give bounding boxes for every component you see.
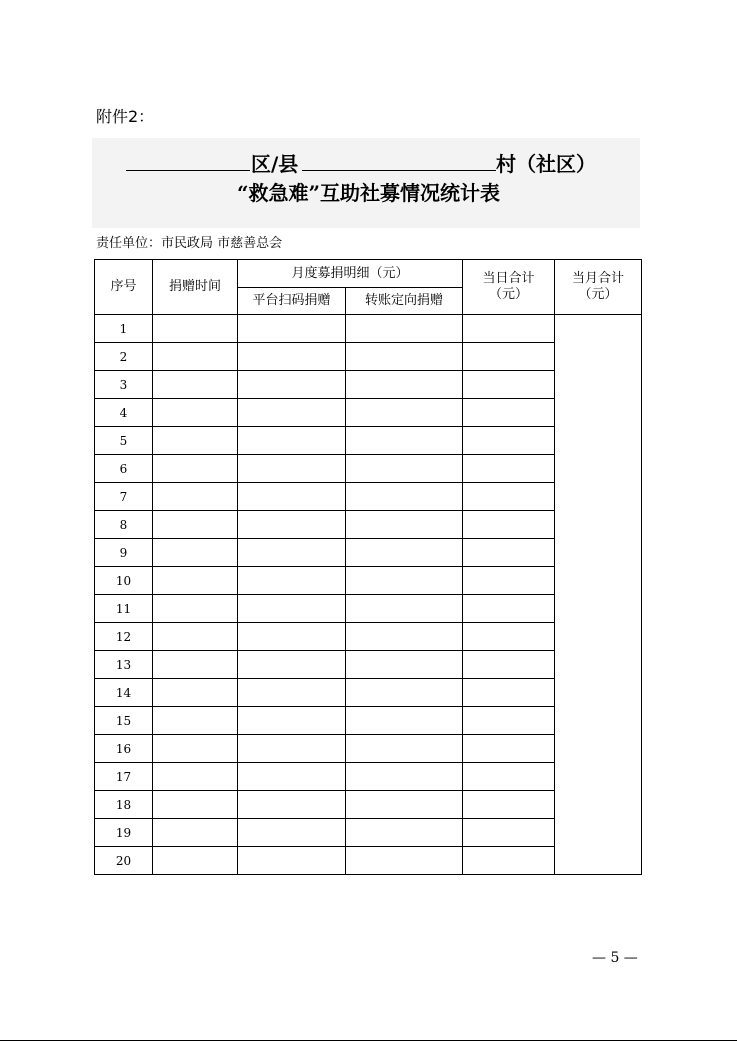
- platform-cell[interactable]: [238, 427, 346, 455]
- platform-cell[interactable]: [238, 315, 346, 343]
- daily-total-cell[interactable]: [463, 511, 555, 539]
- platform-cell[interactable]: [238, 483, 346, 511]
- daily-total-cell[interactable]: [463, 595, 555, 623]
- seq-cell: 12: [95, 623, 153, 651]
- time-cell[interactable]: [153, 791, 238, 819]
- page-title: “救急难”互助社募情况统计表: [236, 181, 500, 205]
- platform-cell[interactable]: [238, 791, 346, 819]
- daily-total-cell[interactable]: [463, 315, 555, 343]
- platform-cell[interactable]: [238, 511, 346, 539]
- time-cell[interactable]: [153, 483, 238, 511]
- header-platform: 平台扫码捐赠: [238, 288, 346, 315]
- seq-cell: 9: [95, 539, 153, 567]
- header-time: 捐赠时间: [153, 260, 238, 315]
- platform-cell[interactable]: [238, 455, 346, 483]
- district-suffix: 区/县: [251, 152, 299, 176]
- time-cell[interactable]: [153, 763, 238, 791]
- time-cell[interactable]: [153, 819, 238, 847]
- platform-cell[interactable]: [238, 763, 346, 791]
- daily-total-cell[interactable]: [463, 707, 555, 735]
- time-cell[interactable]: [153, 567, 238, 595]
- transfer-cell[interactable]: [346, 651, 463, 679]
- district-blank: [126, 148, 250, 171]
- time-cell[interactable]: [153, 847, 238, 875]
- title-line-1: [124, 148, 624, 176]
- seq-cell: 17: [95, 763, 153, 791]
- seq-cell: 11: [95, 595, 153, 623]
- time-cell[interactable]: [153, 455, 238, 483]
- daily-total-cell[interactable]: [463, 567, 555, 595]
- seq-cell: 16: [95, 735, 153, 763]
- platform-cell[interactable]: [238, 539, 346, 567]
- daily-total-cell[interactable]: [463, 455, 555, 483]
- time-cell[interactable]: [153, 595, 238, 623]
- daily-total-cell[interactable]: [463, 735, 555, 763]
- table-row: [95, 315, 642, 343]
- platform-cell[interactable]: [238, 679, 346, 707]
- time-cell[interactable]: [153, 735, 238, 763]
- daily-total-cell[interactable]: [463, 679, 555, 707]
- platform-cell[interactable]: [238, 735, 346, 763]
- time-cell[interactable]: [153, 539, 238, 567]
- seq-cell: 3: [95, 371, 153, 399]
- daily-total-cell[interactable]: [463, 539, 555, 567]
- seq-cell: 18: [95, 791, 153, 819]
- daily-total-cell[interactable]: [463, 483, 555, 511]
- header-daily-total: 当日合计（元）: [463, 260, 555, 315]
- monthly-total-cell[interactable]: [555, 315, 642, 875]
- platform-cell[interactable]: [238, 819, 346, 847]
- daily-total-cell[interactable]: [463, 763, 555, 791]
- header-seq: 序号: [95, 260, 153, 315]
- seq-cell: 14: [95, 679, 153, 707]
- platform-cell[interactable]: [238, 567, 346, 595]
- seq-cell: 5: [95, 427, 153, 455]
- transfer-cell[interactable]: [346, 483, 463, 511]
- time-cell[interactable]: [153, 343, 238, 371]
- transfer-cell[interactable]: [346, 819, 463, 847]
- daily-total-cell[interactable]: [463, 371, 555, 399]
- daily-total-cell[interactable]: [463, 623, 555, 651]
- village-suffix: 村（社区）: [496, 152, 596, 176]
- platform-cell[interactable]: [238, 847, 346, 875]
- seq-cell: 8: [95, 511, 153, 539]
- platform-cell[interactable]: [238, 343, 346, 371]
- time-cell[interactable]: [153, 371, 238, 399]
- statistics-table: [94, 259, 642, 875]
- transfer-cell[interactable]: [346, 763, 463, 791]
- seq-cell: 7: [95, 483, 153, 511]
- time-cell[interactable]: [153, 679, 238, 707]
- attachment-label: 附件2：: [96, 107, 155, 126]
- daily-total-cell[interactable]: [463, 847, 555, 875]
- transfer-cell[interactable]: [346, 567, 463, 595]
- transfer-cell[interactable]: [346, 847, 463, 875]
- transfer-cell[interactable]: [346, 399, 463, 427]
- daily-total-cell[interactable]: [463, 791, 555, 819]
- header-monthly-detail: 月度募捐明细（元）: [238, 260, 463, 288]
- time-cell[interactable]: [153, 511, 238, 539]
- time-cell[interactable]: [153, 399, 238, 427]
- header-transfer: 转账定向捐赠: [346, 288, 463, 315]
- daily-total-cell[interactable]: [463, 651, 555, 679]
- transfer-cell[interactable]: [346, 427, 463, 455]
- platform-cell[interactable]: [238, 623, 346, 651]
- transfer-cell[interactable]: [346, 595, 463, 623]
- time-cell[interactable]: [153, 315, 238, 343]
- platform-cell[interactable]: [238, 707, 346, 735]
- transfer-cell[interactable]: [346, 735, 463, 763]
- seq-cell: 4: [95, 399, 153, 427]
- time-cell[interactable]: [153, 707, 238, 735]
- platform-cell[interactable]: [238, 595, 346, 623]
- seq-cell: 13: [95, 651, 153, 679]
- seq-cell: 6: [95, 455, 153, 483]
- seq-cell: 1: [95, 315, 153, 343]
- transfer-cell[interactable]: [346, 539, 463, 567]
- seq-cell: 15: [95, 707, 153, 735]
- daily-total-cell[interactable]: [463, 819, 555, 847]
- daily-total-cell[interactable]: [463, 427, 555, 455]
- time-cell[interactable]: [153, 427, 238, 455]
- seq-cell: 10: [95, 567, 153, 595]
- header-monthly-total: 当月合计（元）: [555, 260, 642, 315]
- transfer-cell[interactable]: [346, 791, 463, 819]
- transfer-cell[interactable]: [346, 343, 463, 371]
- seq-cell: 19: [95, 819, 153, 847]
- transfer-cell[interactable]: [346, 371, 463, 399]
- transfer-cell[interactable]: [346, 511, 463, 539]
- seq-cell: 20: [95, 847, 153, 875]
- transfer-cell[interactable]: [346, 455, 463, 483]
- platform-cell[interactable]: [238, 371, 346, 399]
- daily-total-cell[interactable]: [463, 399, 555, 427]
- village-blank: [302, 148, 496, 171]
- responsible-units: 责任单位：市民政局 市慈善总会: [96, 236, 283, 251]
- transfer-cell[interactable]: [346, 623, 463, 651]
- transfer-cell[interactable]: [346, 315, 463, 343]
- page-edge-line: [0, 1040, 737, 1041]
- seq-cell: 2: [95, 343, 153, 371]
- platform-cell[interactable]: [238, 399, 346, 427]
- transfer-cell[interactable]: [346, 707, 463, 735]
- transfer-cell[interactable]: [346, 679, 463, 707]
- daily-total-cell[interactable]: [463, 343, 555, 371]
- platform-cell[interactable]: [238, 651, 346, 679]
- time-cell[interactable]: [153, 623, 238, 651]
- page-number: — 5 —: [592, 950, 638, 966]
- time-cell[interactable]: [153, 651, 238, 679]
